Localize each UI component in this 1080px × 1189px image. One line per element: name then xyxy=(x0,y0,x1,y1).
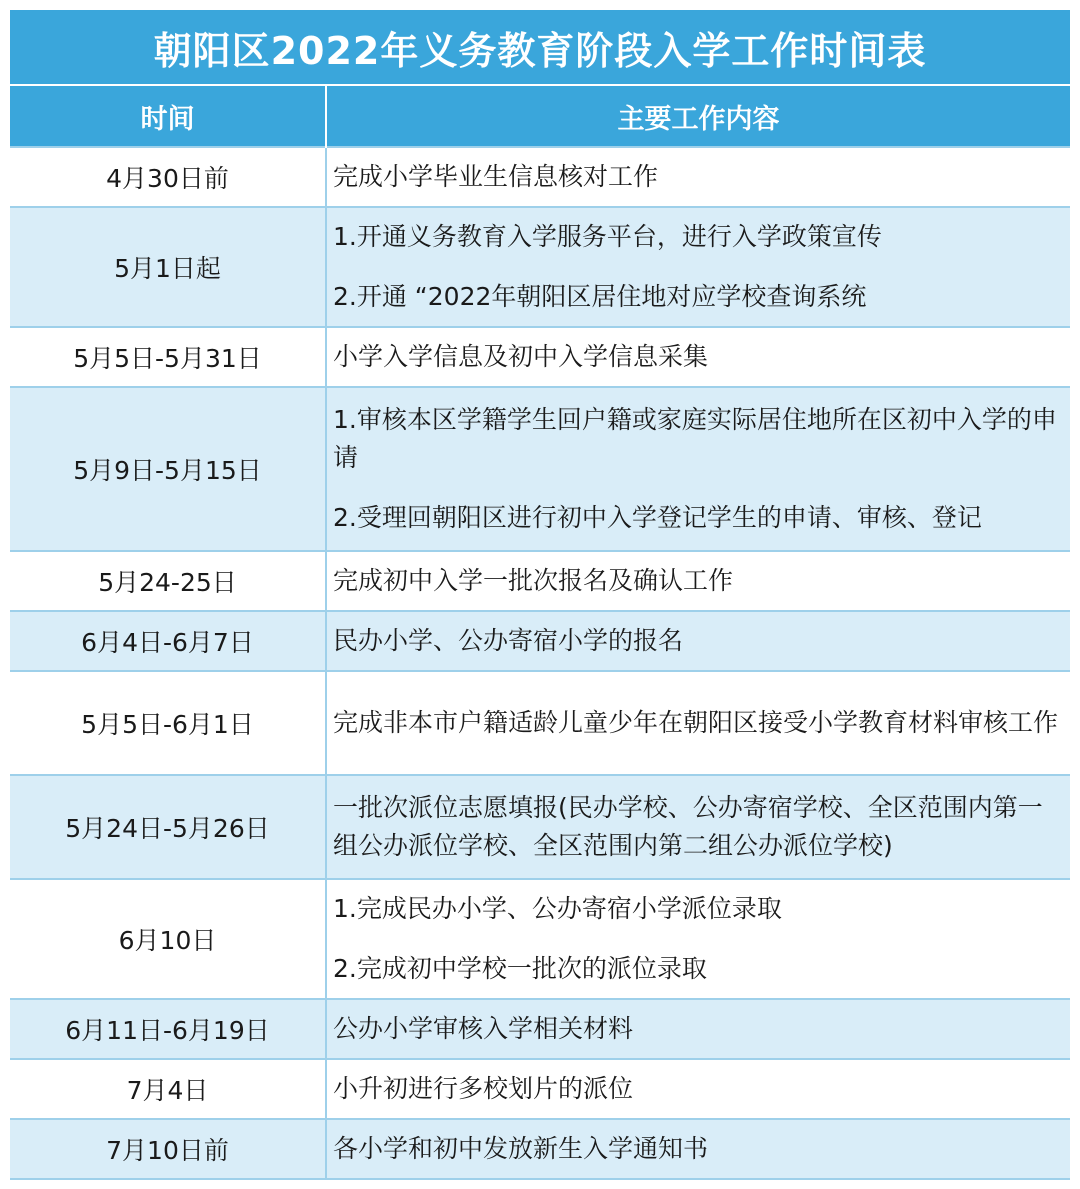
content-item: 一批次派位志愿填报(民办学校、公办寄宿学校、全区范围内第一组公办派位学校、全区范围内第二组公办派位学校) xyxy=(333,793,1043,860)
row-time-cell: 7月10日前 xyxy=(10,1119,326,1179)
content-item: 各小学和初中发放新生入学通知书 xyxy=(333,1134,709,1163)
schedule-sheet xyxy=(10,10,1070,1180)
content-item: 完成初中入学一批次报名及确认工作 xyxy=(333,566,734,595)
row-time-cell: 6月4日-6月7日 xyxy=(10,611,326,671)
table-row xyxy=(10,387,1070,551)
row-time-cell: 5月5日-6月1日 xyxy=(10,671,326,775)
schedule-table xyxy=(10,86,1070,1180)
row-content-cell xyxy=(326,551,1070,611)
content-item: 2.开通 “2022年朝阳区居住地对应学校查询系统 xyxy=(333,282,867,311)
row-time-cell: 5月1日起 xyxy=(10,207,326,327)
header-time: 时间 xyxy=(10,86,326,147)
row-content-cell xyxy=(326,1059,1070,1119)
table-row xyxy=(10,611,1070,671)
table-row xyxy=(10,775,1070,879)
row-content-cell xyxy=(326,879,1070,999)
row-time-cell: 6月11日-6月19日 xyxy=(10,999,326,1059)
content-item: 1.完成民办小学、公办寄宿小学派位录取 xyxy=(333,894,782,923)
table-row xyxy=(10,999,1070,1059)
row-content-cell xyxy=(326,387,1070,551)
table-row xyxy=(10,327,1070,387)
row-content-cell xyxy=(326,1119,1070,1179)
row-content-cell xyxy=(326,775,1070,879)
content-item: 1.审核本区学籍学生回户籍或家庭实际居住地所在区初中入学的申请 xyxy=(333,405,1057,472)
row-time-cell: 6月10日 xyxy=(10,879,326,999)
content-item: 完成非本市户籍适龄儿童少年在朝阳区接受小学教育材料审核工作 xyxy=(333,708,1059,737)
header-row xyxy=(10,86,1070,147)
table-row xyxy=(10,671,1070,775)
content-item: 小升初进行多校划片的派位 xyxy=(333,1074,634,1103)
content-item: 民办小学、公办寄宿小学的报名 xyxy=(333,626,684,655)
row-content-cell xyxy=(326,207,1070,327)
content-item: 小学入学信息及初中入学信息采集 xyxy=(333,342,709,371)
row-content-cell xyxy=(326,327,1070,387)
row-time-cell: 5月24日-5月26日 xyxy=(10,775,326,879)
table-row xyxy=(10,1119,1070,1179)
table-row xyxy=(10,147,1070,207)
row-time-cell: 4月30日前 xyxy=(10,147,326,207)
row-time-cell: 5月5日-5月31日 xyxy=(10,327,326,387)
table-row xyxy=(10,207,1070,327)
table-row xyxy=(10,551,1070,611)
row-content-cell xyxy=(326,147,1070,207)
header-content: 主要工作内容 xyxy=(326,86,1070,147)
row-time-cell: 7月4日 xyxy=(10,1059,326,1119)
table-row xyxy=(10,879,1070,999)
row-content-cell xyxy=(326,611,1070,671)
row-content-cell xyxy=(326,999,1070,1059)
row-time-cell: 5月9日-5月15日 xyxy=(10,387,326,551)
content-item: 公办小学审核入学相关材料 xyxy=(333,1014,634,1043)
row-time-cell: 5月24-25日 xyxy=(10,551,326,611)
content-item: 完成小学毕业生信息核对工作 xyxy=(333,162,659,191)
content-item: 2.完成初中学校一批次的派位录取 xyxy=(333,954,707,983)
row-content-cell xyxy=(326,671,1070,775)
table-title: 朝阳区2022年义务教育阶段入学工作时间表 xyxy=(10,10,1070,86)
content-item: 2.受理回朝阳区进行初中入学登记学生的申请、审核、登记 xyxy=(333,503,982,532)
table-row xyxy=(10,1059,1070,1119)
content-item: 1.开通义务教育入学服务平台，进行入学政策宣传 xyxy=(333,222,882,251)
